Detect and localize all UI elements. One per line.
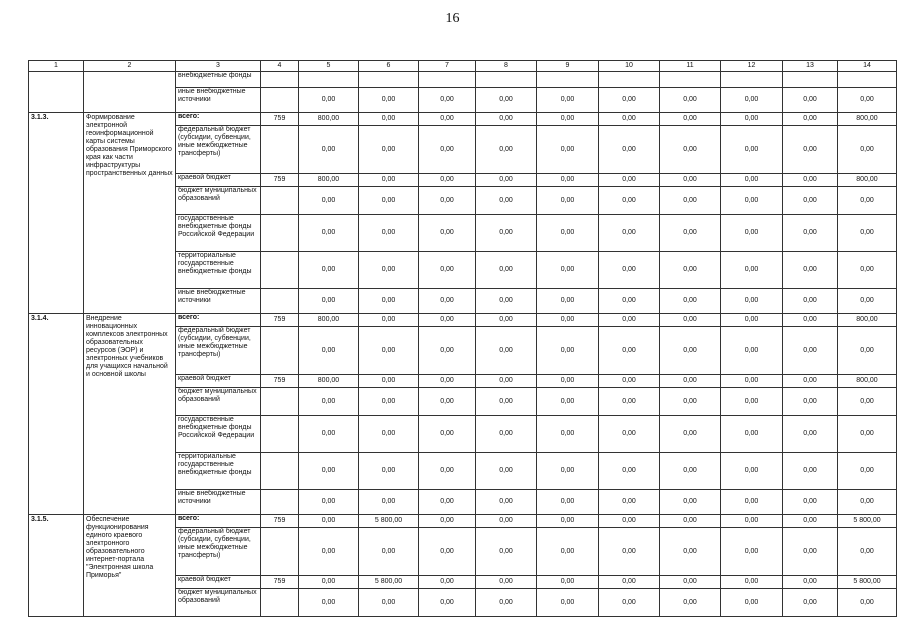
amount-cell: 0,00: [476, 388, 537, 416]
amount-cell: 0,00: [537, 453, 599, 490]
amount-cell: 0,00: [721, 126, 783, 174]
amount-cell: 0,00: [660, 174, 721, 187]
amount-cell: 0,00: [838, 416, 897, 453]
amount-cell: 0,00: [299, 416, 359, 453]
amount-cell: 0,00: [419, 327, 476, 375]
amount-cell: 0,00: [783, 289, 838, 314]
budget-code: [261, 528, 299, 576]
amount-cell: 0,00: [838, 187, 897, 215]
column-header-1: 1: [29, 61, 84, 72]
amount-cell: 0,00: [838, 126, 897, 174]
amount-cell: 0,00: [660, 113, 721, 126]
amount-cell: 0,00: [476, 174, 537, 187]
amount-cell: 0,00: [599, 589, 660, 617]
amount-cell: 0,00: [721, 388, 783, 416]
measure-name: [84, 72, 176, 113]
amount-cell: 800,00: [299, 375, 359, 388]
amount-cell: 0,00: [419, 215, 476, 252]
amount-cell: 0,00: [721, 589, 783, 617]
amount-cell: 0,00: [419, 388, 476, 416]
amount-cell: 0,00: [721, 327, 783, 375]
amount-cell: 0,00: [476, 416, 537, 453]
amount-cell: 0,00: [721, 576, 783, 589]
amount-cell: 0,00: [599, 314, 660, 327]
amount-cell: 0,00: [838, 388, 897, 416]
amount-cell: 0,00: [838, 289, 897, 314]
amount-cell: 0,00: [359, 88, 419, 113]
amount-cell: 5 800,00: [359, 515, 419, 528]
amount-cell: 0,00: [476, 113, 537, 126]
amount-cell: 0,00: [299, 289, 359, 314]
amount-cell: 0,00: [476, 88, 537, 113]
amount-cell: 800,00: [299, 314, 359, 327]
budget-code: [261, 589, 299, 617]
amount-cell: 0,00: [419, 416, 476, 453]
budget-code: [261, 416, 299, 453]
amount-cell: 0,00: [537, 416, 599, 453]
column-header-2: 2: [84, 61, 176, 72]
amount-cell: 0,00: [721, 490, 783, 515]
amount-cell: 800,00: [838, 375, 897, 388]
amount-cell: 0,00: [359, 375, 419, 388]
budget-code: [261, 252, 299, 289]
amount-cell: 0,00: [537, 388, 599, 416]
amount-cell: 0,00: [537, 113, 599, 126]
amount-cell: 0,00: [660, 215, 721, 252]
amount-cell: 0,00: [359, 388, 419, 416]
amount-cell: 0,00: [476, 289, 537, 314]
amount-cell: 0,00: [419, 453, 476, 490]
amount-cell: 0,00: [476, 515, 537, 528]
amount-cell: [537, 72, 599, 88]
funding-source: территориальные государственные внебюджетные фонды: [176, 453, 261, 490]
amount-cell: 0,00: [599, 174, 660, 187]
amount-cell: 0,00: [359, 327, 419, 375]
measure-code: 3.1.3.: [29, 113, 84, 314]
amount-cell: 0,00: [537, 289, 599, 314]
amount-cell: 0,00: [299, 126, 359, 174]
amount-cell: 0,00: [299, 453, 359, 490]
amount-cell: 0,00: [660, 528, 721, 576]
amount-cell: 0,00: [476, 327, 537, 375]
amount-cell: 0,00: [537, 252, 599, 289]
amount-cell: 0,00: [476, 215, 537, 252]
amount-cell: 0,00: [783, 490, 838, 515]
column-header-12: 12: [721, 61, 783, 72]
amount-cell: 0,00: [419, 576, 476, 589]
amount-cell: [299, 72, 359, 88]
amount-cell: [419, 72, 476, 88]
amount-cell: 0,00: [419, 515, 476, 528]
amount-cell: 0,00: [299, 252, 359, 289]
amount-cell: 0,00: [476, 589, 537, 617]
amount-cell: 0,00: [838, 528, 897, 576]
amount-cell: 0,00: [660, 252, 721, 289]
amount-cell: 800,00: [299, 174, 359, 187]
funding-source: федеральный бюджет (субсидии, субвенции, иные межбюджетные трансферты): [176, 126, 261, 174]
amount-cell: 0,00: [419, 187, 476, 215]
funding-source: государственные внебюджетные фонды Российской Федерации: [176, 416, 261, 453]
amount-cell: 0,00: [660, 126, 721, 174]
amount-cell: 0,00: [537, 515, 599, 528]
amount-cell: 0,00: [599, 113, 660, 126]
amount-cell: 0,00: [419, 174, 476, 187]
amount-cell: 0,00: [660, 515, 721, 528]
amount-cell: 0,00: [419, 88, 476, 113]
amount-cell: 0,00: [783, 88, 838, 113]
amount-cell: 0,00: [359, 289, 419, 314]
amount-cell: 0,00: [537, 174, 599, 187]
amount-cell: 0,00: [476, 375, 537, 388]
amount-cell: 0,00: [838, 490, 897, 515]
budget-code: 759: [261, 113, 299, 126]
amount-cell: 0,00: [599, 528, 660, 576]
amount-cell: 0,00: [537, 327, 599, 375]
amount-cell: 0,00: [419, 528, 476, 576]
amount-cell: 0,00: [783, 215, 838, 252]
amount-cell: 5 800,00: [838, 576, 897, 589]
amount-cell: 0,00: [476, 528, 537, 576]
column-header-8: 8: [476, 61, 537, 72]
amount-cell: 0,00: [783, 113, 838, 126]
funding-source: внебюджетные фонды: [176, 72, 261, 88]
amount-cell: [359, 72, 419, 88]
amount-cell: 0,00: [359, 187, 419, 215]
measure-code: 3.1.5.: [29, 515, 84, 617]
amount-cell: 0,00: [838, 215, 897, 252]
amount-cell: 0,00: [660, 453, 721, 490]
amount-cell: 0,00: [599, 187, 660, 215]
amount-cell: 0,00: [783, 589, 838, 617]
measure-name: Внедрение инновационных комплексов электронных образовательных ресурсов (ЭОР) и электронных учебников для учащихся начальной и основной школы: [84, 314, 176, 515]
amount-cell: 0,00: [783, 453, 838, 490]
column-header-7: 7: [419, 61, 476, 72]
funding-source: территориальные государственные внебюджетные фонды: [176, 252, 261, 289]
amount-cell: 0,00: [476, 126, 537, 174]
amount-cell: 0,00: [537, 490, 599, 515]
amount-cell: 0,00: [660, 314, 721, 327]
budget-code: [261, 72, 299, 88]
amount-cell: 0,00: [783, 576, 838, 589]
amount-cell: 0,00: [838, 327, 897, 375]
amount-cell: 0,00: [599, 515, 660, 528]
amount-cell: 800,00: [299, 113, 359, 126]
budget-table: [28, 60, 897, 617]
budget-code: 759: [261, 375, 299, 388]
amount-cell: 0,00: [838, 88, 897, 113]
amount-cell: 0,00: [359, 113, 419, 126]
amount-cell: 0,00: [359, 416, 419, 453]
amount-cell: 0,00: [299, 589, 359, 617]
amount-cell: 0,00: [599, 453, 660, 490]
budget-code: [261, 187, 299, 215]
amount-cell: 0,00: [537, 589, 599, 617]
amount-cell: 0,00: [721, 314, 783, 327]
amount-cell: 0,00: [299, 576, 359, 589]
budget-code: [261, 327, 299, 375]
amount-cell: 0,00: [783, 252, 838, 289]
amount-cell: 0,00: [721, 88, 783, 113]
amount-cell: 0,00: [721, 289, 783, 314]
funding-source: иные внебюджетные источники: [176, 289, 261, 314]
measure-code: 3.1.4.: [29, 314, 84, 515]
amount-cell: 0,00: [419, 490, 476, 515]
amount-cell: 0,00: [783, 126, 838, 174]
amount-cell: [783, 72, 838, 88]
amount-cell: 0,00: [419, 126, 476, 174]
amount-cell: 0,00: [660, 289, 721, 314]
amount-cell: 0,00: [299, 515, 359, 528]
amount-cell: 0,00: [660, 589, 721, 617]
funding-source: бюджет муниципальных образований: [176, 589, 261, 617]
funding-source: государственные внебюджетные фонды Российской Федерации: [176, 215, 261, 252]
budget-code: [261, 88, 299, 113]
amount-cell: 0,00: [299, 327, 359, 375]
amount-cell: 0,00: [721, 252, 783, 289]
column-header-10: 10: [599, 61, 660, 72]
amount-cell: 0,00: [721, 453, 783, 490]
funding-source: краевой бюджет: [176, 174, 261, 187]
funding-source: бюджет муниципальных образований: [176, 187, 261, 215]
amount-cell: 0,00: [783, 375, 838, 388]
budget-code: 759: [261, 515, 299, 528]
amount-cell: 0,00: [299, 528, 359, 576]
amount-cell: 0,00: [359, 174, 419, 187]
page-number: 16: [445, 11, 460, 26]
amount-cell: 0,00: [660, 388, 721, 416]
amount-cell: 0,00: [783, 187, 838, 215]
amount-cell: 0,00: [599, 490, 660, 515]
funding-source: всего:: [176, 113, 261, 126]
amount-cell: 0,00: [359, 252, 419, 289]
funding-source: федеральный бюджет (субсидии, субвенции, иные межбюджетные трансферты): [176, 327, 261, 375]
amount-cell: 0,00: [783, 515, 838, 528]
amount-cell: 0,00: [660, 187, 721, 215]
column-header-5: 5: [299, 61, 359, 72]
budget-code: [261, 453, 299, 490]
amount-cell: 0,00: [419, 375, 476, 388]
amount-cell: 0,00: [537, 314, 599, 327]
amount-cell: 0,00: [721, 416, 783, 453]
amount-cell: 0,00: [359, 215, 419, 252]
amount-cell: 0,00: [721, 528, 783, 576]
amount-cell: 0,00: [299, 490, 359, 515]
amount-cell: 0,00: [660, 327, 721, 375]
amount-cell: 0,00: [537, 576, 599, 589]
amount-cell: 0,00: [299, 388, 359, 416]
amount-cell: 0,00: [838, 252, 897, 289]
budget-code: [261, 289, 299, 314]
funding-source: федеральный бюджет (субсидии, субвенции, иные межбюджетные трансферты): [176, 528, 261, 576]
amount-cell: 0,00: [721, 113, 783, 126]
amount-cell: 0,00: [359, 490, 419, 515]
measure-name: Обеспечение функционирования единого краевого электронного образовательного интернет-портала "Электронная школа Приморья": [84, 515, 176, 617]
amount-cell: [660, 72, 721, 88]
budget-code: 759: [261, 314, 299, 327]
budget-code: 759: [261, 174, 299, 187]
budget-code: [261, 126, 299, 174]
amount-cell: 0,00: [721, 215, 783, 252]
amount-cell: 0,00: [721, 174, 783, 187]
amount-cell: 0,00: [537, 88, 599, 113]
amount-cell: 0,00: [419, 314, 476, 327]
amount-cell: 0,00: [476, 576, 537, 589]
amount-cell: 0,00: [359, 589, 419, 617]
amount-cell: 0,00: [783, 528, 838, 576]
amount-cell: [721, 72, 783, 88]
amount-cell: 0,00: [359, 453, 419, 490]
amount-cell: 5 800,00: [359, 576, 419, 589]
amount-cell: 0,00: [476, 453, 537, 490]
amount-cell: 0,00: [476, 490, 537, 515]
amount-cell: 0,00: [419, 252, 476, 289]
amount-cell: 0,00: [783, 388, 838, 416]
amount-cell: 0,00: [599, 576, 660, 589]
amount-cell: 0,00: [783, 314, 838, 327]
amount-cell: 0,00: [419, 289, 476, 314]
table-row: [29, 314, 897, 327]
amount-cell: 0,00: [721, 375, 783, 388]
amount-cell: 0,00: [599, 126, 660, 174]
amount-cell: 0,00: [783, 327, 838, 375]
table-row: [29, 515, 897, 528]
budget-code: [261, 215, 299, 252]
amount-cell: 0,00: [660, 490, 721, 515]
funding-source: иные внебюджетные источники: [176, 88, 261, 113]
budget-code: 759: [261, 576, 299, 589]
amount-cell: 0,00: [359, 314, 419, 327]
amount-cell: 0,00: [359, 528, 419, 576]
amount-cell: 0,00: [299, 88, 359, 113]
amount-cell: 0,00: [537, 187, 599, 215]
amount-cell: 0,00: [419, 113, 476, 126]
amount-cell: 0,00: [476, 187, 537, 215]
amount-cell: 0,00: [476, 252, 537, 289]
amount-cell: 0,00: [359, 126, 419, 174]
column-header-9: 9: [537, 61, 599, 72]
amount-cell: 0,00: [599, 88, 660, 113]
amount-cell: 800,00: [838, 174, 897, 187]
amount-cell: 0,00: [721, 515, 783, 528]
amount-cell: 5 800,00: [838, 515, 897, 528]
table-row: [29, 113, 897, 126]
amount-cell: 0,00: [721, 187, 783, 215]
amount-cell: 0,00: [599, 416, 660, 453]
amount-cell: [476, 72, 537, 88]
amount-cell: 0,00: [838, 453, 897, 490]
amount-cell: 0,00: [599, 215, 660, 252]
amount-cell: 0,00: [299, 215, 359, 252]
funding-source: иные внебюджетные источники: [176, 490, 261, 515]
amount-cell: 0,00: [660, 375, 721, 388]
amount-cell: 0,00: [660, 576, 721, 589]
amount-cell: 0,00: [783, 416, 838, 453]
amount-cell: 0,00: [537, 528, 599, 576]
amount-cell: 0,00: [537, 375, 599, 388]
header-row: [29, 61, 897, 72]
column-header-3: 3: [176, 61, 261, 72]
amount-cell: 800,00: [838, 113, 897, 126]
measure-code: [29, 72, 84, 113]
budget-code: [261, 388, 299, 416]
column-header-11: 11: [660, 61, 721, 72]
amount-cell: 0,00: [537, 215, 599, 252]
budget-code: [261, 490, 299, 515]
column-header-13: 13: [783, 61, 838, 72]
amount-cell: [599, 72, 660, 88]
amount-cell: 0,00: [599, 289, 660, 314]
amount-cell: 0,00: [599, 375, 660, 388]
funding-source: всего:: [176, 515, 261, 528]
table-row: [29, 72, 897, 88]
amount-cell: 0,00: [783, 174, 838, 187]
amount-cell: 0,00: [599, 388, 660, 416]
amount-cell: [838, 72, 897, 88]
column-header-4: 4: [261, 61, 299, 72]
amount-cell: 0,00: [476, 314, 537, 327]
funding-source: всего:: [176, 314, 261, 327]
measure-name: Формирование электронной геоинформационной карты системы образования Приморского края как части инфраструктуры пространственных данных: [84, 113, 176, 314]
amount-cell: 0,00: [537, 126, 599, 174]
amount-cell: 0,00: [660, 88, 721, 113]
funding-source: бюджет муниципальных образований: [176, 388, 261, 416]
column-header-6: 6: [359, 61, 419, 72]
funding-source: краевой бюджет: [176, 576, 261, 589]
funding-source: краевой бюджет: [176, 375, 261, 388]
amount-cell: 0,00: [419, 589, 476, 617]
amount-cell: 0,00: [599, 327, 660, 375]
amount-cell: 0,00: [838, 589, 897, 617]
amount-cell: 0,00: [660, 416, 721, 453]
amount-cell: 0,00: [299, 187, 359, 215]
amount-cell: 800,00: [838, 314, 897, 327]
column-header-14: 14: [838, 61, 897, 72]
amount-cell: 0,00: [599, 252, 660, 289]
